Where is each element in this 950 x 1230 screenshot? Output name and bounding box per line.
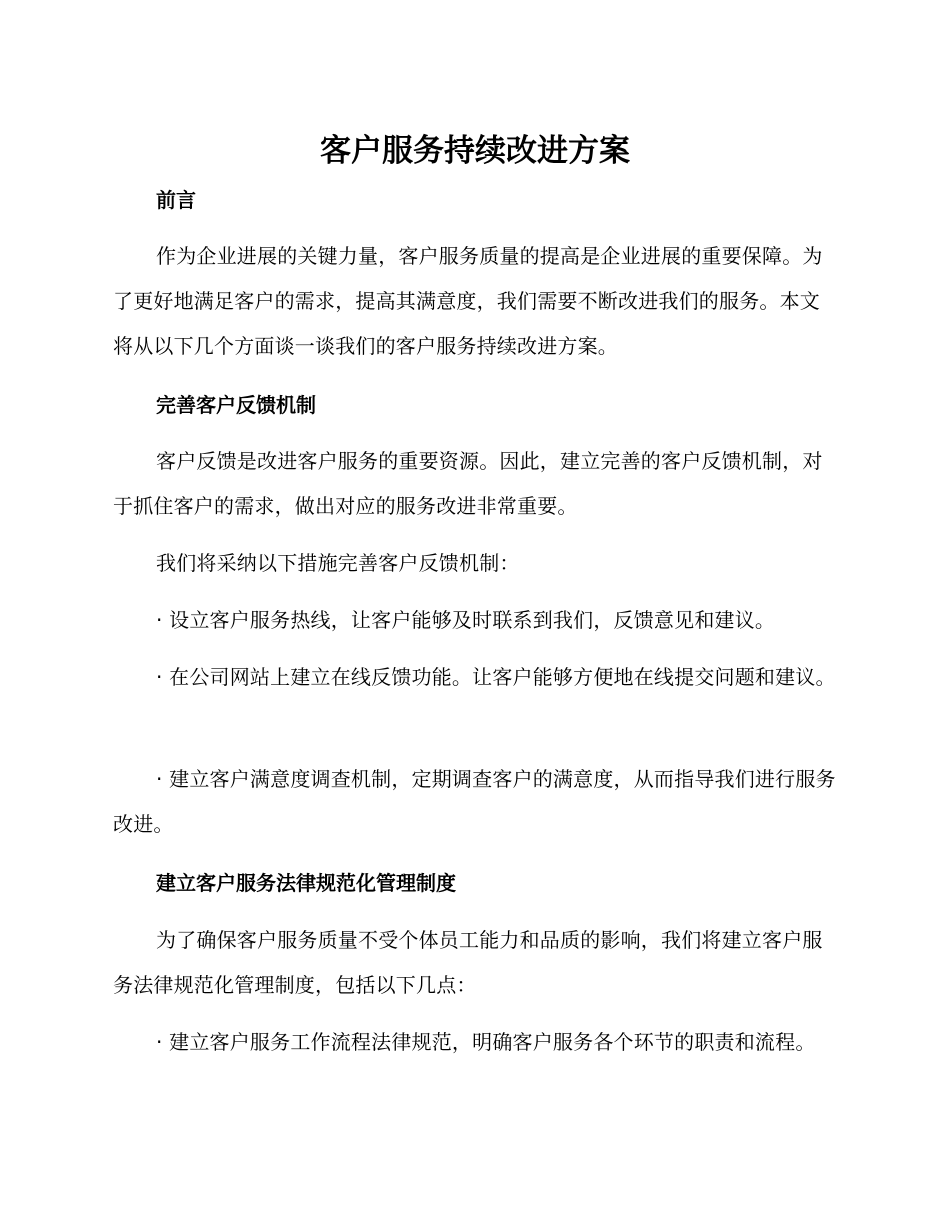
list-item-workflow-norms: · 建立客户服务工作流程法律规范，明确客户服务各个环节的职责和流程。 — [156, 1030, 816, 1054]
document-title: 客户服务持续改进方案 — [320, 133, 630, 169]
list-item-hotline: · 设立客户服务热线，让客户能够及时联系到我们，反馈意见和建议。 — [156, 608, 776, 632]
section-heading-feedback: 完善客户反馈机制 — [156, 393, 316, 417]
list-item-satisfaction-survey: · 建立客户满意度调查机制，定期调查客户的满意度，从而指导我们进行服务改进。 — [113, 767, 836, 836]
paragraph-feedback-measures: 我们将采纳以下措施完善客户反馈机制： — [156, 551, 520, 575]
list-item-online-feedback: · 在公司网站上建立在线反馈功能。让客户能够方便地在线提交问题和建议。 — [156, 665, 836, 689]
paragraph-feedback-intro: 客户反馈是改进客户服务的重要资源。因此，建立完善的客户反馈机制，对于抓住客户的需求，做出对应的服务改进非常重要。 — [113, 449, 823, 518]
paragraph-management-intro: 为了确保客户服务质量不受个体员工能力和品质的影响，我们将建立客户服务法律规范化管理制度，包括以下几点： — [113, 928, 823, 997]
paragraph-preface: 作为企业进展的关键力量，客户服务质量的提高是企业进展的重要保障。为了更好地满足客户的需求，提高其满意度，我们需要不断改进我们的服务。本文将从以下几个方面谈一谈我们的客户服务持续改进方案。 — [113, 244, 823, 358]
section-heading-preface: 前言 — [156, 188, 196, 212]
section-heading-management: 建立客户服务法律规范化管理制度 — [156, 871, 456, 895]
